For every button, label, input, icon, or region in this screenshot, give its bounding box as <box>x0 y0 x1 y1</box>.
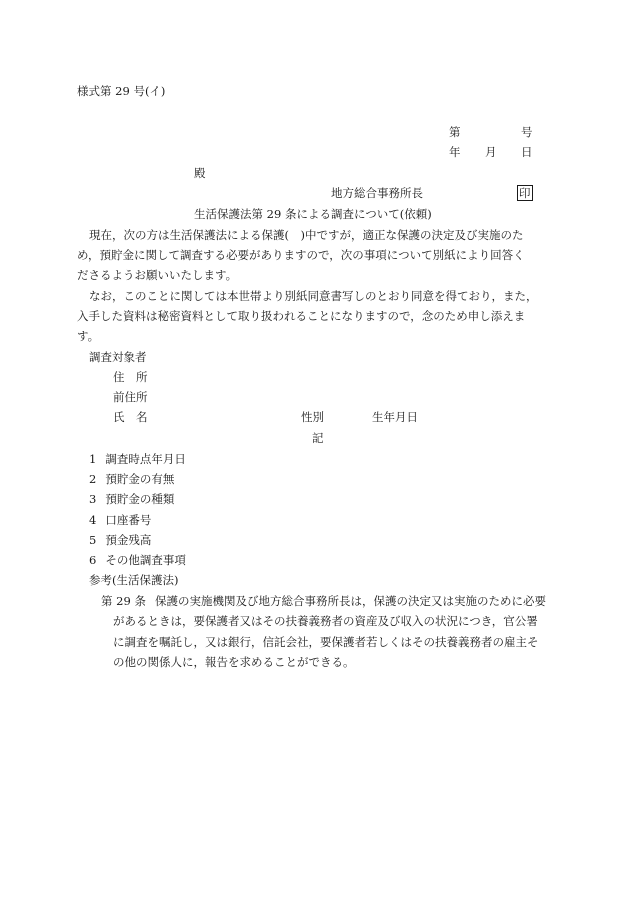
date-day: 日 <box>521 145 533 159</box>
reference-heading: 参考(生活保護法) <box>89 573 179 587</box>
seal-stamp: 印 <box>519 186 531 200</box>
item-number: 3 <box>89 492 97 506</box>
item-number: 6 <box>89 553 97 567</box>
sender-title: 地方総合事務所長 <box>331 186 423 200</box>
document-number-label: 第 <box>449 125 461 139</box>
item-number: 5 <box>89 533 97 547</box>
document-title: 生活保護法第 29 条による調査について(依頼) <box>194 207 432 221</box>
reference-line-2: があるときは，要保護者又はその扶養義務者の資産及び収入の状況につき，官公署 <box>113 614 538 628</box>
body-line-2: め，預貯金に関して調査する必要がありますので，次の事項について別紙により回答く <box>77 248 525 262</box>
item-text: 調査時点年月日 <box>105 452 186 466</box>
list-item <box>89 454 186 466</box>
reference-article-number: 第 29 条 <box>101 594 146 608</box>
ki-marker: 記 <box>312 431 324 445</box>
subject-prev-address-label: 前住所 <box>113 390 148 404</box>
list-item <box>89 474 174 486</box>
subject-birthdate-label: 生年月日 <box>372 410 418 424</box>
item-text: その他調査事項 <box>105 553 186 567</box>
item-text: 預貯金の種類 <box>105 492 175 506</box>
body-line-4: なお，このことに関しては本世帯より別紙同意書写しのとおり同意を得ており，また， <box>89 289 538 303</box>
document-number-suffix: 号 <box>521 125 533 139</box>
reference-line-4: の他の関係人に，報告を求めることができる。 <box>113 655 355 669</box>
subject-address-label: 住 所 <box>113 370 148 384</box>
subject-name-label: 氏 名 <box>113 410 148 424</box>
reference-line-3: に調査を嘱託し，又は銀行，信託会社，要保護者若しくはその扶養義務者の雇主そ <box>113 635 539 649</box>
item-number: 1 <box>89 452 97 466</box>
list-item <box>89 555 186 567</box>
list-item <box>89 535 151 547</box>
item-text: 預貯金の有無 <box>105 472 175 486</box>
item-text: 口座番号 <box>105 513 152 527</box>
list-item <box>89 494 174 506</box>
date-year: 年 <box>449 145 461 159</box>
subject-gender-label: 性別 <box>301 410 324 424</box>
item-number: 2 <box>89 472 97 486</box>
body-line-3: ださるようお願いいたします。 <box>77 268 238 282</box>
item-number: 4 <box>89 513 97 527</box>
body-line-6: す。 <box>77 329 100 343</box>
addressee-suffix: 殿 <box>194 166 206 180</box>
body-line-5: 入手した資料は秘密資料として取り扱われることになりますので，念のため申し添えま <box>77 309 526 323</box>
item-text: 預金残高 <box>105 533 152 547</box>
body-line-1: 現在，次の方は生活保護法による保護( )中ですが，適正な保護の決定及び実施のた <box>89 228 524 242</box>
subject-heading: 調査対象者 <box>89 350 147 364</box>
date-month: 月 <box>485 145 497 159</box>
reference-line-1: 保護の実施機関及び地方総合事務所長は，保護の決定又は実施のために必要 <box>155 594 546 608</box>
list-item <box>89 515 151 527</box>
form-number: 様式第 29 号(イ) <box>77 84 166 98</box>
